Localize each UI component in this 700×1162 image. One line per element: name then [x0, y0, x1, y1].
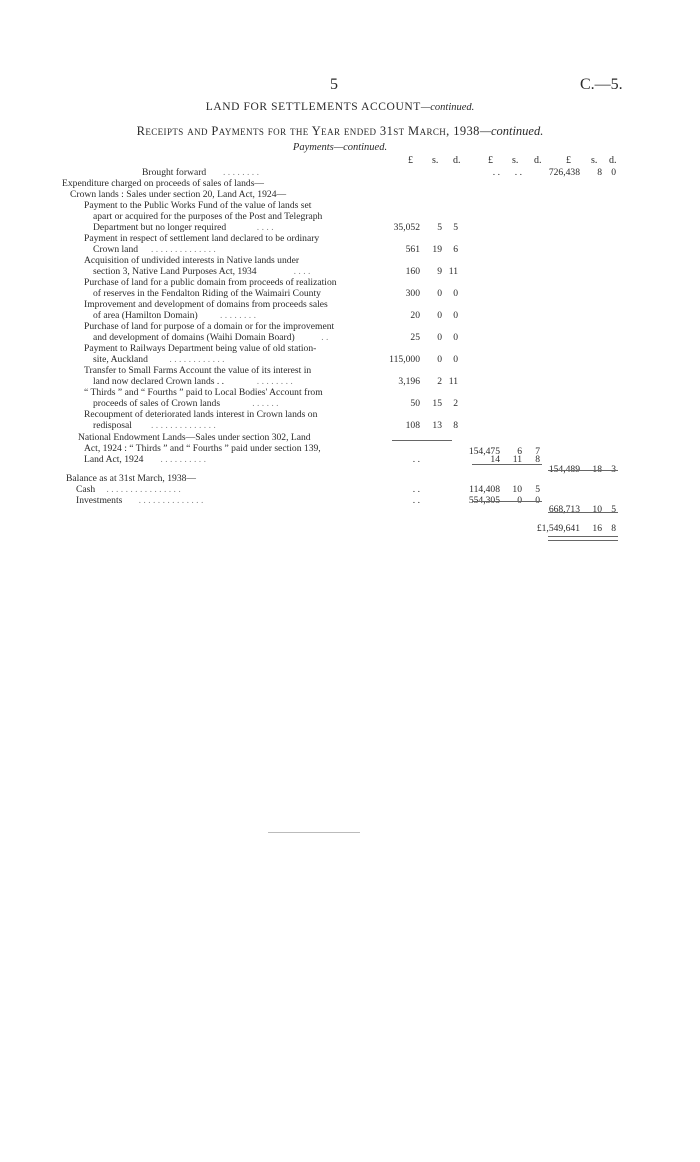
row-text: National Endowment Lands—Sales under section 302, Land — [78, 432, 311, 443]
col-c-pence: d. — [609, 155, 617, 166]
row-text: Expenditure charged on proceeds of sales of lands— — [62, 178, 265, 189]
subtitle-suffix: —continued. — [479, 124, 544, 138]
amount-pence: 0 — [453, 354, 458, 365]
amount-shillings: 9 — [437, 266, 442, 277]
col-a-pence: d. — [453, 155, 461, 166]
total-shillings: 16 — [592, 523, 602, 534]
total-pounds: 668,713 — [548, 504, 580, 515]
total-pence: 5 — [611, 504, 616, 515]
title-main: LAND FOR SETTLEMENTS ACCOUNT — [205, 101, 421, 113]
row-text: Department but no longer required — [93, 222, 227, 233]
amount-pounds: 108 — [405, 420, 420, 431]
subtotal-shillings: . . — [514, 167, 522, 178]
leader-dots: . . . . . . . . — [223, 167, 259, 178]
row-text: Cash — [76, 484, 96, 495]
document-reference: C.—5. — [580, 76, 623, 93]
leader-dots: . . . . . . . . . . . . . . — [138, 495, 204, 506]
amount-pence: 2 — [453, 398, 458, 409]
total-shillings: 18 — [592, 464, 602, 475]
row-text: apart or acquired for the purposes of the Post and Telegraph — [93, 211, 323, 222]
amount-pounds: 300 — [405, 288, 420, 299]
amount-pence: 0 — [453, 288, 458, 299]
total-pence: 3 — [611, 464, 616, 475]
leader-dots: . . . . — [293, 266, 311, 277]
amount-pence: 6 — [453, 244, 458, 255]
subtotal-shillings: 6 — [517, 446, 522, 457]
amount-pounds: 160 — [405, 266, 420, 277]
col-b-pound: £ — [488, 155, 493, 166]
subtotal-pence: 8 — [535, 454, 540, 465]
row-text: section 3, Native Land Purposes Act, 1934 — [93, 266, 257, 277]
amount-pounds: 20 — [410, 310, 420, 321]
total-rule — [548, 512, 618, 513]
amount-pounds: . . — [412, 484, 420, 495]
total-shillings: 10 — [592, 504, 602, 515]
leader-dots: . . . . . . . . — [220, 310, 256, 321]
footer-rule — [268, 832, 360, 833]
col-b-shilling: s. — [512, 155, 519, 166]
amount-pounds: . . — [412, 454, 420, 465]
amount-pence: 0 — [453, 310, 458, 321]
col-c-pound: £ — [566, 155, 571, 166]
row-text: “ Thirds ” and “ Fourths ” paid to Local Bodies' Account from — [84, 387, 323, 398]
subtotal-pounds: 14 — [490, 454, 500, 465]
amount-pence: 8 — [453, 420, 458, 431]
subtotal-pounds: 154,475 — [468, 446, 500, 457]
row-text: of area (Hamilton Domain) — [93, 310, 198, 321]
row-text: Brought forward — [142, 167, 207, 178]
leader-dots: . . . . . . . . . . . . . . — [151, 420, 216, 431]
row-text: Crown lands : Sales under section 20, Land Act, 1924— — [70, 189, 287, 200]
total-rule — [548, 540, 618, 541]
subtotal-pence: 7 — [535, 446, 540, 457]
total-rule — [392, 440, 452, 441]
section-heading: Payments—continued. — [292, 142, 388, 153]
subtotal-shillings: 11 — [512, 454, 522, 465]
row-text: Balance as at 31st March, 1938— — [66, 473, 197, 484]
row-text: and development of domains (Waihi Domain Board) — [93, 332, 295, 343]
subtotal-pence: 0 — [535, 495, 540, 506]
col-b-pence: d. — [534, 155, 542, 166]
row-text: Investments — [76, 495, 123, 506]
page-subtitle — [0, 124, 680, 139]
amount-shillings: 0 — [437, 354, 442, 365]
row-text: Act, 1924 : “ Thirds ” and “ Fourths ” paid under section 139, — [84, 443, 321, 454]
col-a-pound: £ — [408, 155, 413, 166]
subtotal-pounds: 114,408 — [469, 484, 500, 495]
amount-pence: 11 — [448, 376, 458, 387]
total-pounds: £1,549,641 — [536, 523, 580, 534]
row-text: of reserves in the Fendalton Riding of the Waimairi County — [93, 288, 321, 299]
amount-shillings: 0 — [437, 332, 442, 343]
subtotal-pounds: 554,305 — [468, 495, 500, 506]
row-text: Payment to Railways Department being value of old station- — [84, 343, 317, 354]
leader-dots: . . . . . . . . . . . . . . . . — [106, 484, 181, 495]
amount-shillings: 13 — [432, 420, 442, 431]
page-number: 5 — [330, 76, 338, 93]
subtotal-shillings: 10 — [512, 484, 522, 495]
leader-dots: . . . . — [256, 222, 274, 233]
amount-pounds: 561 — [405, 244, 420, 255]
row-text: Payment in respect of settlement land declared to be ordinary — [84, 233, 320, 244]
total-shillings: 8 — [597, 167, 602, 178]
row-text: site, Auckland — [93, 354, 148, 365]
amount-pence: 11 — [448, 266, 458, 277]
leader-dots: . . — [321, 332, 329, 343]
row-text: Transfer to Small Farms Account the value of its interest in — [84, 365, 312, 376]
title-suffix: —continued. — [420, 102, 475, 113]
total-rule — [548, 536, 618, 537]
col-c-shilling: s. — [591, 155, 598, 166]
row-text: proceeds of sales of Crown lands — [93, 398, 221, 409]
amount-pounds: . . — [412, 495, 420, 506]
amount-shillings: 15 — [432, 398, 442, 409]
page-title — [0, 101, 680, 113]
row-text: Acquisition of undivided interests in Native lands under — [84, 255, 300, 266]
amount-pounds: 35,052 — [393, 222, 420, 233]
row-text: Payment to the Public Works Fund of the value of lands set — [84, 200, 312, 211]
total-pounds: 154,489 — [548, 464, 580, 475]
amount-pence: 0 — [453, 332, 458, 343]
leader-dots: . . . . . . — [252, 398, 279, 409]
total-pence: 0 — [611, 167, 616, 178]
amount-shillings: 5 — [437, 222, 442, 233]
total-pounds: 726,438 — [548, 167, 580, 178]
leader-dots: . . . . . . . . . . . . . . — [151, 244, 216, 255]
row-text: Purchase of land for a public domain from proceeds of realization — [84, 277, 337, 288]
col-a-shilling: s. — [432, 155, 439, 166]
subtotal-shillings: 0 — [517, 495, 522, 506]
total-rule — [472, 464, 542, 465]
row-text: Improvement and development of domains from proceeds sales — [84, 299, 328, 310]
leader-dots: . . . . . . . . . . — [160, 454, 206, 465]
amount-shillings: 0 — [437, 288, 442, 299]
row-text: Land Act, 1924 — [84, 454, 144, 465]
total-rule — [472, 501, 542, 502]
row-text: redisposal — [93, 420, 132, 431]
amount-pounds: 25 — [410, 332, 420, 343]
leader-dots: . . . . . . . . — [256, 376, 293, 387]
row-text: Recoupment of deteriorated lands interest in Crown lands on — [84, 409, 318, 420]
row-text: Purchase of land for purpose of a domain or for the improvement — [84, 321, 335, 332]
row-text: land now declared Crown lands . . — [93, 376, 225, 387]
total-pence: 8 — [611, 523, 616, 534]
subtotal-pounds: . . — [492, 167, 500, 178]
leader-dots: . . . . . . . . . . . . — [169, 354, 225, 365]
subtitle-main: Receipts and Payments for the Year ended 31st March, 1938 — [136, 124, 480, 138]
amount-shillings: 19 — [432, 244, 442, 255]
subtotal-pence: 5 — [535, 484, 540, 495]
total-rule — [548, 470, 618, 471]
amount-pounds: 3,196 — [398, 376, 420, 387]
amount-pounds: 50 — [410, 398, 420, 409]
amount-pounds: 115,000 — [389, 354, 420, 365]
amount-shillings: 0 — [437, 310, 442, 321]
row-text: Crown land — [93, 244, 139, 255]
amount-shillings: 2 — [437, 376, 442, 387]
amount-pence: 5 — [453, 222, 458, 233]
